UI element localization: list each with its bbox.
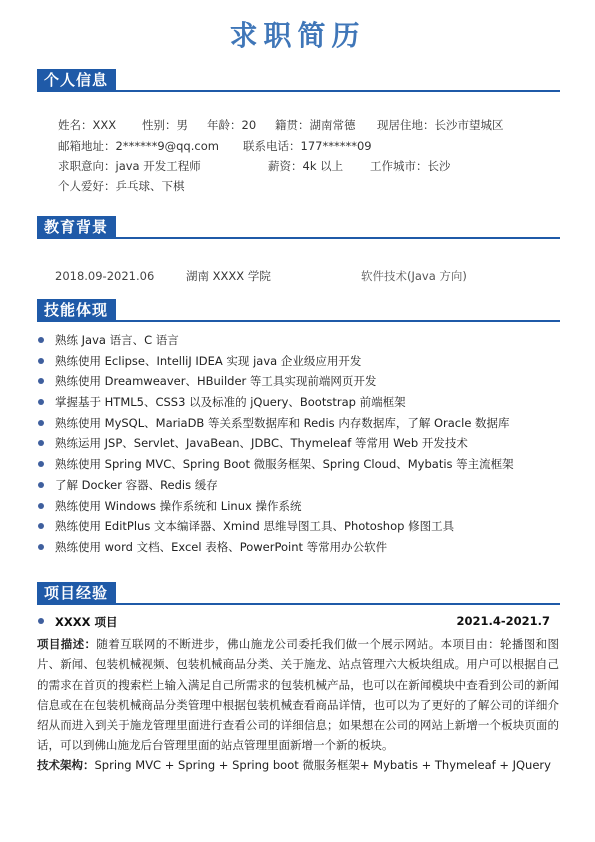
bullet-icon [38,399,44,405]
bullet-icon [38,420,44,426]
personal-intent: 求职意向：java 开发工程师 [58,159,201,173]
personal-origin: 籍贯：湖南常德 [275,118,356,132]
personal-residence: 现居住地：长沙市望城区 [377,118,504,132]
personal-salary: 薪资：4k 以上 [268,159,344,173]
skill-item: 熟练使用 Windows 操作系统和 Linux 操作系统 [38,499,558,520]
education-school: 湖南 XXXX 学院 [186,269,271,283]
section-title-project: 项目经验 [37,582,116,604]
skill-item: 熟练使用 word 文档、Excel 表格、PowerPoint 等常用办公软件 [38,540,558,561]
bullet-icon [38,440,44,446]
bullet-icon [38,378,44,384]
section-header-skills [37,299,560,321]
education-major: 软件技术(Java 方向) [361,269,467,283]
bullet-icon [38,544,44,550]
skill-item: 熟练使用 MySQL、MariaDB 等关系型数据库和 Redis 内存数据库，了解 Oracle 数据库 [38,416,558,437]
section-header-education [37,216,560,238]
project-desc-text: 随着互联网的不断进步，佛山施龙公司委托我们做一个展示网站。本项目由：轮播图和图片、新闻、包装机械视频、包装机械商品分类、关于施龙、站点管理六大板块组成。用户可以根据自己的需求在首页的搜索栏上输入满足自己所需求的包装机械产品，也可以在新闻模块中查看到公司的新闻信息或在在包装机械商品分类管理中根据包装机械查看商品详情，也可以为了更好的了解公司的详细介绍从而进入到关于施龙管理里面进行查看公司的详细信息；如果想在公司的网站上新增一个板块页面的话，可以到佛山施龙后台管理里面的站点管理里面新增一个新的板块。 [37,637,560,753]
section-header-project [37,582,560,604]
section-header-personal [37,69,560,91]
bullet-icon [38,523,44,529]
skill-item: 熟练使用 EditPlus 文本编译器、Xmind 思维导图工具、Photoshop 修图工具 [38,519,558,540]
project-desc-label: 项目描述： [37,637,97,651]
bullet-icon [38,358,44,364]
skill-item: 了解 Docker 容器、Redis 缓存 [38,478,558,499]
section-title-skills: 技能体现 [37,299,116,321]
project-date: 2021.4-2021.7 [456,614,550,628]
project-name: XXXX 项目 [55,615,118,629]
section-title-education: 教育背景 [37,216,116,238]
bullet-icon [38,503,44,509]
bullet-icon [38,618,44,624]
personal-name: 姓名：XXX [58,118,117,132]
section-rule [37,90,560,92]
personal-phone: 联系电话：177******09 [243,139,372,153]
skill-item: 熟练使用 Spring MVC、Spring Boot 微服务框架、Spring Cloud、Mybatis 等主流框架 [38,457,558,478]
bullet-icon [38,337,44,343]
personal-email: 邮箱地址：2******9@qq.com [58,139,219,153]
skill-list [38,333,558,561]
skill-item: 熟练使用 Eclipse、IntelliJ IDEA 实现 java 企业级应用开发 [38,354,558,375]
skill-item: 熟练使用 Dreamweaver、HBuilder 等工具实现前端网页开发 [38,374,558,395]
bullet-icon [38,482,44,488]
bullet-icon [38,461,44,467]
personal-age: 年龄：20 [207,118,257,132]
section-rule [37,320,560,322]
section-title-personal: 个人信息 [37,69,116,91]
personal-gender: 性别：男 [142,118,188,132]
skill-item: 熟练 Java 语言、C 语言 [38,333,558,354]
project-arch-text: Spring MVC + Spring + Spring boot 微服务框架+ Mybatis + Thymeleaf + JQuery [94,758,551,772]
project-arch-label: 技术架构： [37,758,95,772]
personal-city: 工作城市：长沙 [370,159,451,173]
section-rule [37,237,560,239]
education-period: 2018.09-2021.06 [55,269,155,283]
personal-hobby: 个人爱好：乒乓球、下棋 [58,179,185,193]
section-rule [37,603,560,605]
project-description [37,634,559,756]
page-title: 求职简历 [229,19,366,52]
project-architecture [37,756,559,774]
project-header [38,614,550,630]
skill-item: 掌握基于 HTML5、CSS3 以及标准的 jQuery、Bootstrap 前端框架 [38,395,558,416]
skill-item: 熟练运用 JSP、Servlet、JavaBean、JDBC、Thymeleaf 等常用 Web 开发技术 [38,436,558,457]
